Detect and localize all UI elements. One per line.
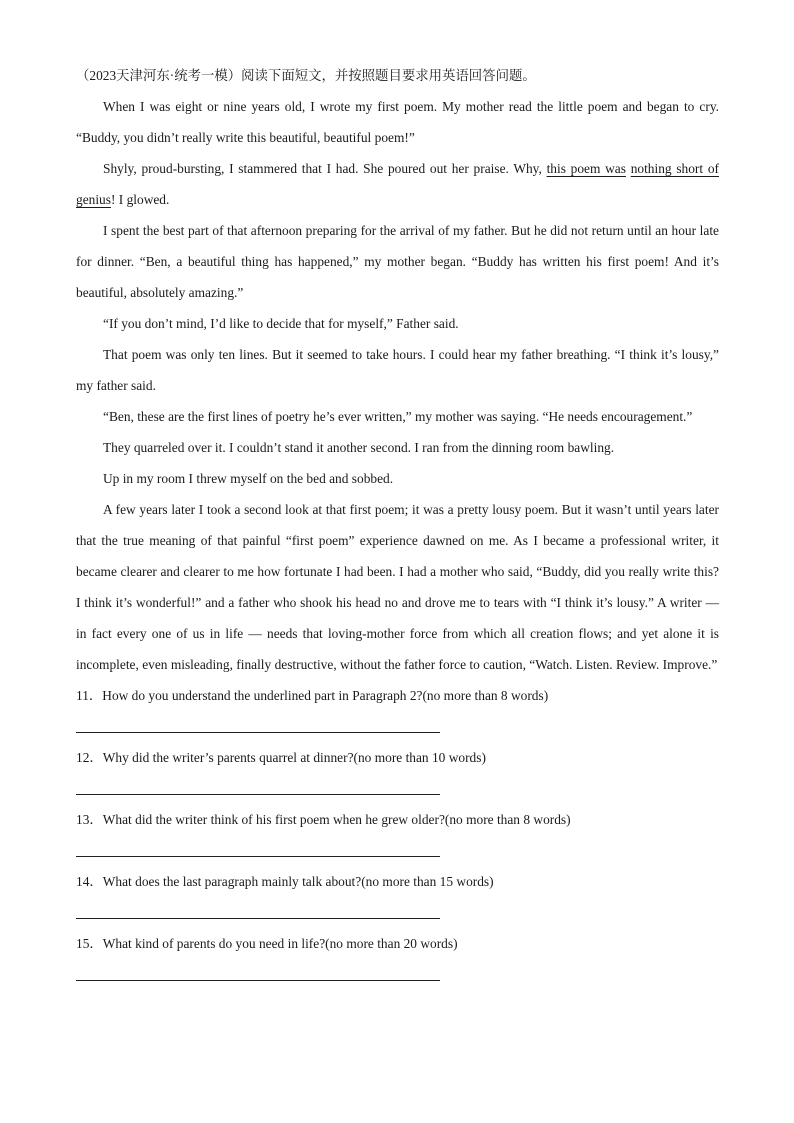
passage-paragraph-1: When I was eight or nine years old, I wrote my first poem. My mother read the little poem and began to cry. “Buddy, you didn’t really write this beautiful, beautiful poem!”	[76, 99, 719, 145]
passage-paragraph-6: “Ben, these are the first lines of poetry he’s ever written,” my mother was saying. “He needs encouragement.”	[103, 409, 693, 424]
question-12	[76, 742, 719, 773]
question-text: What does the last paragraph mainly talk about?(no more than 15 words)	[102, 874, 494, 889]
question-14	[76, 866, 719, 897]
underlined-phrase-2: nothing short of genius	[76, 161, 719, 207]
paragraph-2-text-end: ! I glowed.	[110, 192, 170, 207]
answer-line-15[interactable]	[76, 959, 719, 990]
questions-section	[76, 680, 719, 990]
question-number: 12．	[76, 750, 103, 765]
passage-paragraph-5: That poem was only ten lines. But it seemed to take hours. I could hear my father breathing. “I think it’s lousy,” my father said.	[76, 347, 719, 393]
paragraph-2-text-start: Shyly, proud-bursting, I stammered that I had. She poured out her praise. Why,	[103, 161, 547, 176]
answer-line-11[interactable]	[76, 711, 719, 742]
question-text: What kind of parents do you need in life?(no more than 20 words)	[102, 936, 458, 951]
question-text: Why did the writer’s parents quarrel at dinner?(no more than 10 words)	[102, 750, 486, 765]
answer-line-13[interactable]	[76, 835, 719, 866]
question-text: How do you understand the underlined part in Paragraph 2?(no more than 8 words)	[102, 688, 549, 703]
passage-paragraph-9: A few years later I took a second look at that first poem; it was a pretty lousy poem. But it wasn’t until years later that the true meaning of that painful “first poem” experience dawned on me. As I became a professional writer, it became clearer and clearer to me how fortunate I had been. I had a mother who said, “Buddy, did you really write this? I think it’s wonderful!” and a father who shook his head no and drove me to tears with “I think it’s lousy.” A writer — in fact every one of us in life — needs that loving-mother force from which all creation flows; and yet alone it is incomplete, even misleading, finally destructive, without the father force to caution, “Watch. Listen. Review. Improve.”	[76, 502, 719, 672]
question-instructions: （2023天津河东·统考一模）阅读下面短文，并按照题目要求用英语回答问题。	[76, 68, 536, 83]
question-11	[76, 680, 719, 711]
question-number: 11．	[76, 688, 103, 703]
question-15	[76, 928, 719, 959]
question-text: What did the writer think of his first poem when he grew older?(no more than 8 words)	[102, 812, 571, 827]
question-13	[76, 804, 719, 835]
passage-paragraph-4: “If you don’t mind, I’d like to decide that for myself,” Father said.	[103, 316, 459, 331]
passage-paragraph-3: I spent the best part of that afternoon preparing for the arrival of my father. But he did not return until an hour late for dinner. “Ben, a beautiful thing has happened,” my mother began. “Buddy has written his first poem! And it’s beautiful, absolutely amazing.”	[76, 223, 719, 300]
question-number: 13．	[76, 812, 103, 827]
question-number: 14．	[76, 874, 103, 889]
passage-paragraph-8: Up in my room I threw myself on the bed and sobbed.	[103, 471, 394, 486]
underlined-phrase-1: this poem was	[546, 161, 626, 176]
document-page	[76, 60, 719, 990]
answer-line-12[interactable]	[76, 773, 719, 804]
passage-paragraph-7: They quarreled over it. I couldn’t stand it another second. I ran from the dinning room bawling.	[103, 440, 615, 455]
question-number: 15．	[76, 936, 103, 951]
passage-paragraph-2	[76, 153, 719, 215]
answer-line-14[interactable]	[76, 897, 719, 928]
